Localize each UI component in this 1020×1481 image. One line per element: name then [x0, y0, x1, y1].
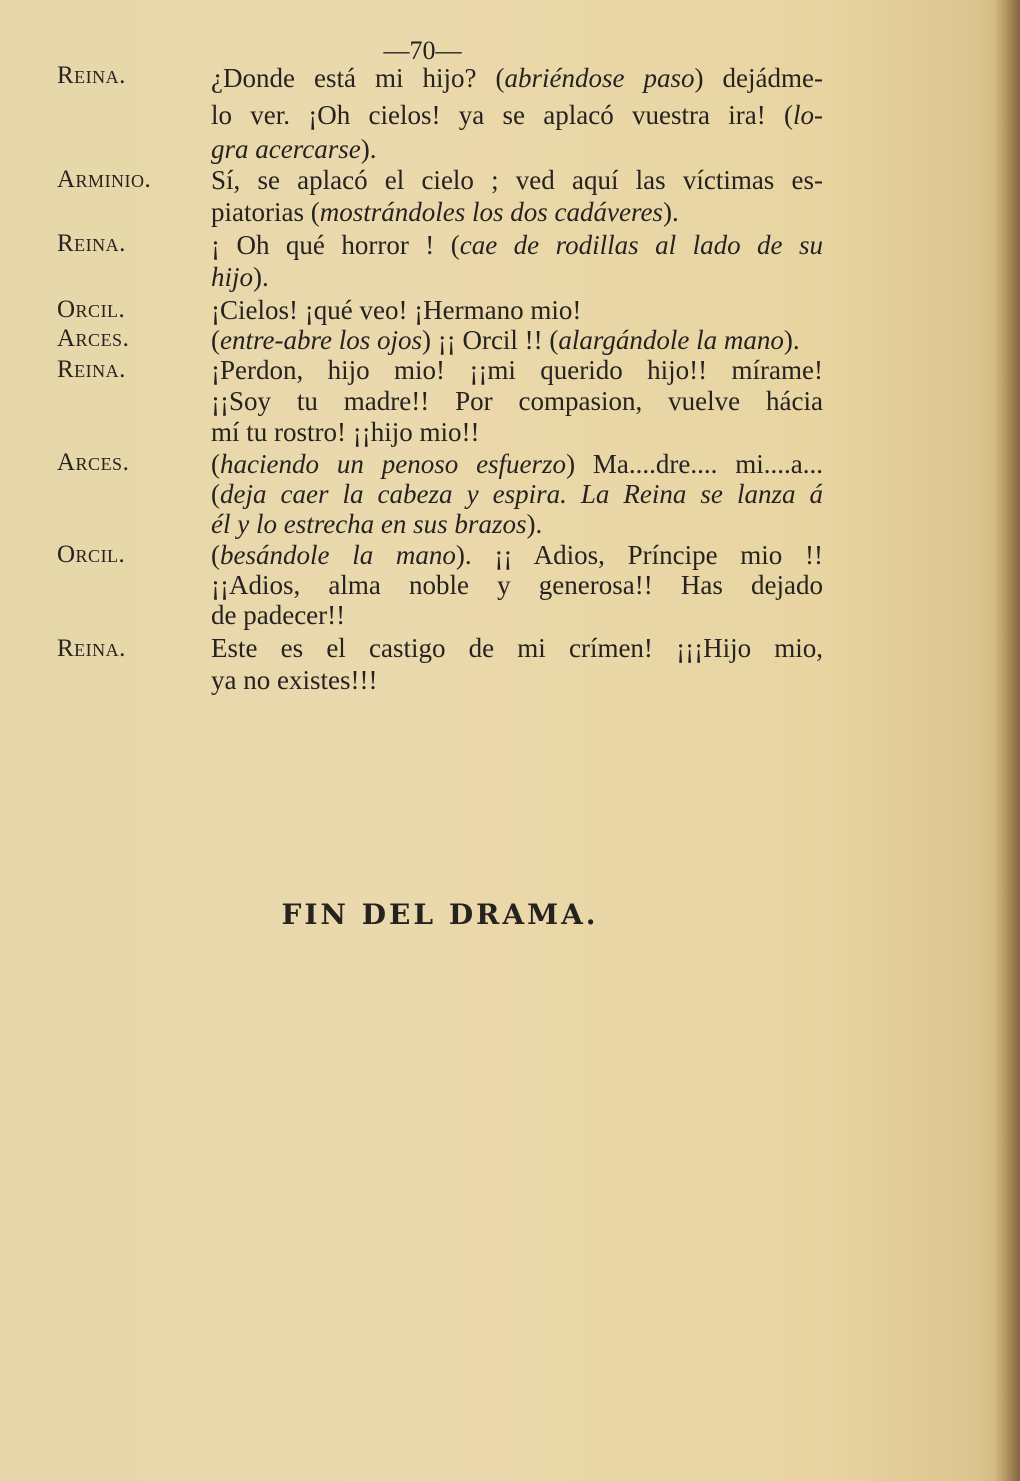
dialogue-line: Sí, se aplacó el cielo ; ved aquí las víctimas es-: [211, 165, 823, 195]
dialogue-line: ¡Perdon, hijo mio! ¡¡mi querido hijo!! mírame!: [211, 355, 823, 385]
dialogue-line: ya no existes!!!: [211, 665, 378, 695]
dialogue-line: hijo).: [211, 262, 269, 292]
dialogue-line: ¡¡Soy tu madre!! Por compasion, vuelve hácia: [211, 386, 823, 416]
speaker-name: Orcil.: [57, 296, 126, 323]
page-number: —70—: [383, 36, 462, 65]
dialogue-line: Este es el castigo de mi crímen! ¡¡¡Hijo mio,: [211, 633, 823, 663]
speaker-name: Arminio.: [57, 166, 152, 193]
dialogue-line: de padecer!!: [211, 600, 346, 630]
dialogue-line: (entre-abre los ojos) ¡¡ Orcil !! (alargándole la mano).: [211, 325, 800, 355]
worn-page-edge: [994, 0, 1020, 1481]
dialogue-line: (haciendo un penoso esfuerzo) Ma....dre.... mi....a...: [211, 449, 823, 479]
dialogue-line: (deja caer la cabeza y espira. La Reina se lanza á: [211, 479, 823, 509]
dialogue-line: ¡¡Adios, alma noble y generosa!! Has dejado: [211, 570, 823, 600]
dialogue-line: ¿Donde está mi hijo? (abriéndose paso) dejádme-: [211, 63, 823, 93]
dialogue-line: gra acercarse).: [211, 134, 377, 164]
dialogue-line: mí tu rostro! ¡¡hijo mio!!: [211, 417, 480, 447]
speaker-name: Orcil.: [57, 541, 126, 568]
dialogue-line: ¡ Oh qué horror ! (cae de rodillas al lado de su: [211, 230, 823, 260]
speaker-name: Arces.: [57, 449, 130, 476]
speaker-name: Reina.: [57, 230, 126, 257]
speaker-name: Arces.: [57, 325, 130, 352]
dialogue-line: (besándole la mano). ¡¡ Adios, Príncipe mio !!: [211, 540, 823, 570]
speaker-name: Reina.: [57, 635, 126, 662]
speaker-name: Reina.: [57, 356, 126, 383]
dialogue-line: piatorias (mostrándoles los dos cadáveres).: [211, 197, 679, 227]
speaker-name: Reina.: [57, 62, 126, 89]
dialogue-line: ¡Cielos! ¡qué veo! ¡Hermano mio!: [211, 295, 582, 325]
end-of-drama-heading: FIN DEL DRAMA.: [281, 898, 599, 931]
dialogue-line: lo ver. ¡Oh cielos! ya se aplacó vuestra ira! (lo-: [211, 100, 823, 130]
dialogue-line: él y lo estrecha en sus brazos).: [211, 509, 543, 539]
